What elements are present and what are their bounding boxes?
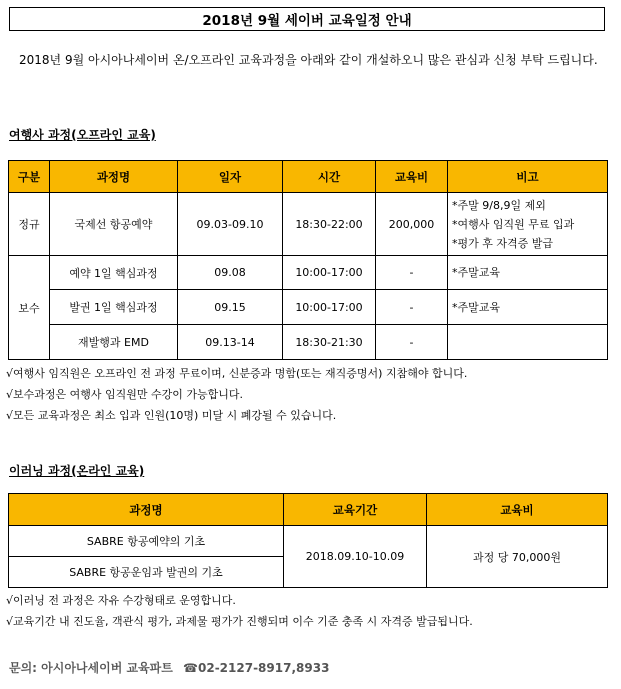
date-cell: 09.08: [178, 256, 283, 290]
online-header-row: [9, 494, 608, 526]
course-cell: 예약 1일 핵심과정: [50, 256, 178, 290]
fee-cell: -: [376, 325, 448, 360]
category-cell: 보수: [9, 256, 50, 360]
note-line: *여행사 임직원 무료 입과: [452, 217, 575, 231]
header-category: 구분: [9, 161, 50, 193]
fee-cell: 200,000: [376, 193, 448, 256]
table-row: [9, 193, 608, 256]
header-period: 교육기간: [284, 494, 427, 526]
date-cell: 09.13-14: [178, 325, 283, 360]
offline-footnotes: [6, 363, 467, 426]
header-date: 일자: [178, 161, 283, 193]
date-cell: 09.15: [178, 290, 283, 325]
table-row: [9, 290, 608, 325]
period-cell: 2018.09.10-10.09: [284, 526, 427, 588]
course-cell: SABRE 항공운임과 발권의 기초: [9, 557, 284, 588]
header-time: 시간: [283, 161, 376, 193]
note-cell: *주말교육: [448, 290, 608, 325]
footnote: √여행사 임직원은 오프라인 전 과정 무료이며, 신분증과 명함(또는 재직증명서) 지참해야 합니다.: [6, 367, 468, 380]
footnote: √이러닝 전 과정은 자유 수강형태로 운영합니다.: [6, 594, 236, 607]
note-line: *평가 후 자격증 발급: [452, 236, 553, 250]
page-title: 2018년 9월 세이버 교육일정 안내: [9, 7, 605, 31]
category-cell: 정규: [9, 193, 50, 256]
footnote: √교육기간 내 진도율, 객관식 평가, 과제물 평가가 진행되며 이수 기준 충족 시 자격증 발급됩니다.: [6, 615, 473, 628]
table-row: [9, 325, 608, 360]
table-row: [9, 526, 608, 557]
header-course: 과정명: [9, 494, 284, 526]
online-footnotes: [6, 590, 473, 632]
time-cell: 18:30-22:00: [283, 193, 376, 256]
contact-info: [9, 659, 329, 676]
time-cell: 18:30-21:30: [283, 325, 376, 360]
header-note: 비고: [448, 161, 608, 193]
footnote: √보수과정은 여행사 임직원만 수강이 가능합니다.: [6, 388, 244, 401]
note-line: *주말 9/8,9일 제외: [452, 198, 546, 212]
online-section-heading: 이러닝 과정(온라인 교육): [9, 464, 145, 478]
header-fee: 교육비: [376, 161, 448, 193]
note-cell: [448, 325, 608, 360]
date-cell: 09.03-09.10: [178, 193, 283, 256]
time-cell: 10:00-17:00: [283, 290, 376, 325]
course-cell: 국제선 항공예약: [50, 193, 178, 256]
intro-text: 2018년 9월 아시아나세이버 온/오프라인 교육과정을 아래와 같이 개설하오니 많은 관심과 신청 부탁 드립니다.: [19, 53, 598, 67]
online-schedule-table: [8, 493, 608, 588]
note-cell: [448, 193, 608, 256]
table-row: [9, 256, 608, 290]
course-cell: 발권 1일 핵심과정: [50, 290, 178, 325]
contact-phone: 02-2127-8917,8933: [198, 661, 330, 675]
fee-cell: -: [376, 290, 448, 325]
fee-cell: 과정 당 70,000원: [427, 526, 608, 588]
contact-label: 문의: 아시아나세이버 교육파트: [9, 661, 173, 675]
time-cell: 10:00-17:00: [283, 256, 376, 290]
phone-icon: ☎: [183, 661, 198, 675]
offline-section-heading: 여행사 과정(오프라인 교육): [9, 128, 156, 142]
note-cell: *주말교육: [448, 256, 608, 290]
footnote: √모든 교육과정은 최소 입과 인원(10명) 미달 시 폐강될 수 있습니다.: [6, 409, 337, 422]
fee-cell: -: [376, 256, 448, 290]
header-course: 과정명: [50, 161, 178, 193]
course-cell: 재발행과 EMD: [50, 325, 178, 360]
offline-schedule-table: [8, 160, 608, 360]
header-fee: 교육비: [427, 494, 608, 526]
course-cell: SABRE 항공예약의 기초: [9, 526, 284, 557]
offline-header-row: [9, 161, 608, 193]
